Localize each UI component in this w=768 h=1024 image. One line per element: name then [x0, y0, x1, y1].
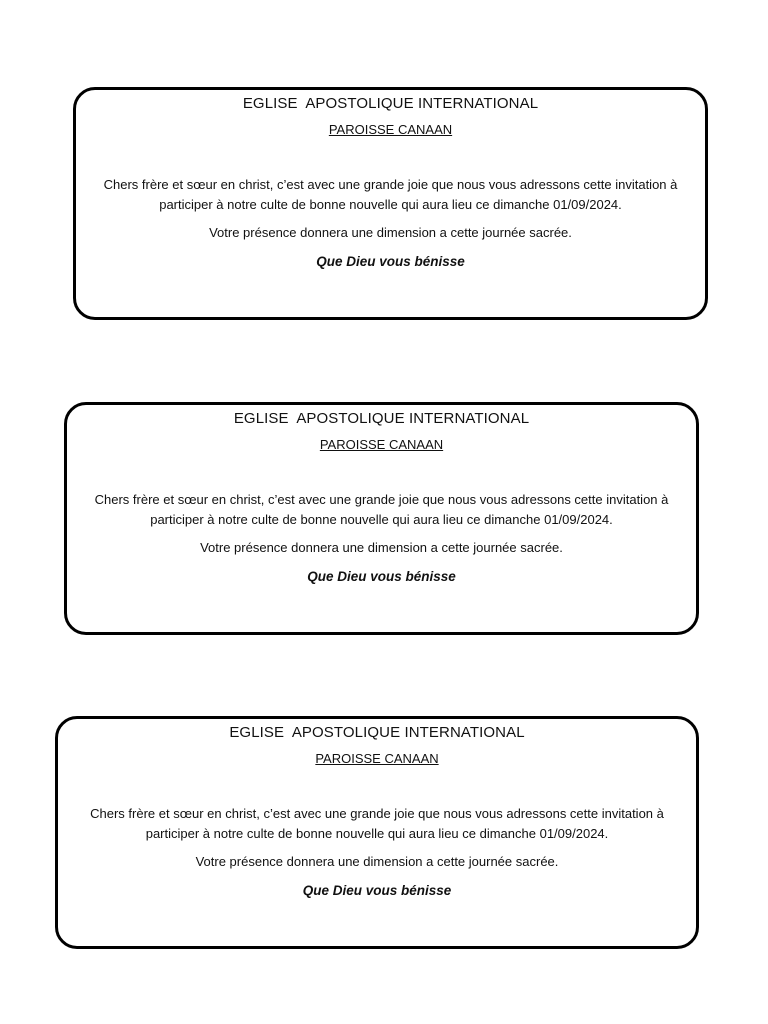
presence-text: Votre présence donnera une dimension a cette journée sacrée. — [209, 225, 572, 240]
church-name: EGLISE APOSTOLIQUE INTERNATIONAL — [242, 95, 539, 112]
parish-name: PAROISSE CANAAN — [328, 122, 453, 137]
invitation-line-1: Chers frère et sœur en christ, c’est avec une grande joie que nous vous adressons cette invitation à — [103, 177, 678, 192]
church-name: EGLISE APOSTOLIQUE INTERNATIONAL — [233, 410, 530, 427]
invitation-line-2: participer à notre culte de bonne nouvelle qui aura lieu ce dimanche 01/09/2024. — [159, 197, 622, 212]
blessing-text: Que Dieu vous bénisse — [316, 254, 465, 269]
invitation-text — [80, 175, 701, 215]
invitation-line-1: Chers frère et sœur en christ, c’est avec une grande joie que nous vous adressons cette invitation à — [94, 492, 669, 507]
invitation-line-2: participer à notre culte de bonne nouvelle qui aura lieu ce dimanche 01/09/2024. — [150, 512, 613, 527]
invitation-card — [64, 402, 699, 635]
invitation-text — [71, 490, 692, 530]
invitation-card — [55, 716, 699, 949]
presence-text: Votre présence donnera une dimension a cette journée sacrée. — [195, 854, 559, 869]
church-name: EGLISE APOSTOLIQUE INTERNATIONAL — [229, 724, 525, 741]
parish-name: PAROISSE CANAAN — [319, 437, 444, 452]
presence-text: Votre présence donnera une dimension a cette journée sacrée. — [200, 540, 563, 555]
blessing-text: Que Dieu vous bénisse — [307, 569, 456, 584]
invitation-text — [62, 804, 692, 844]
invitation-card — [73, 87, 708, 320]
parish-name: PAROISSE CANAAN — [315, 751, 439, 766]
invitation-line-1: Chers frère et sœur en christ, c’est avec une grande joie que nous vous adressons cette invitation à — [90, 806, 664, 821]
blessing-text: Que Dieu vous bénisse — [302, 883, 452, 898]
invitation-line-2: participer à notre culte de bonne nouvelle qui aura lieu ce dimanche 01/09/2024. — [145, 826, 609, 841]
